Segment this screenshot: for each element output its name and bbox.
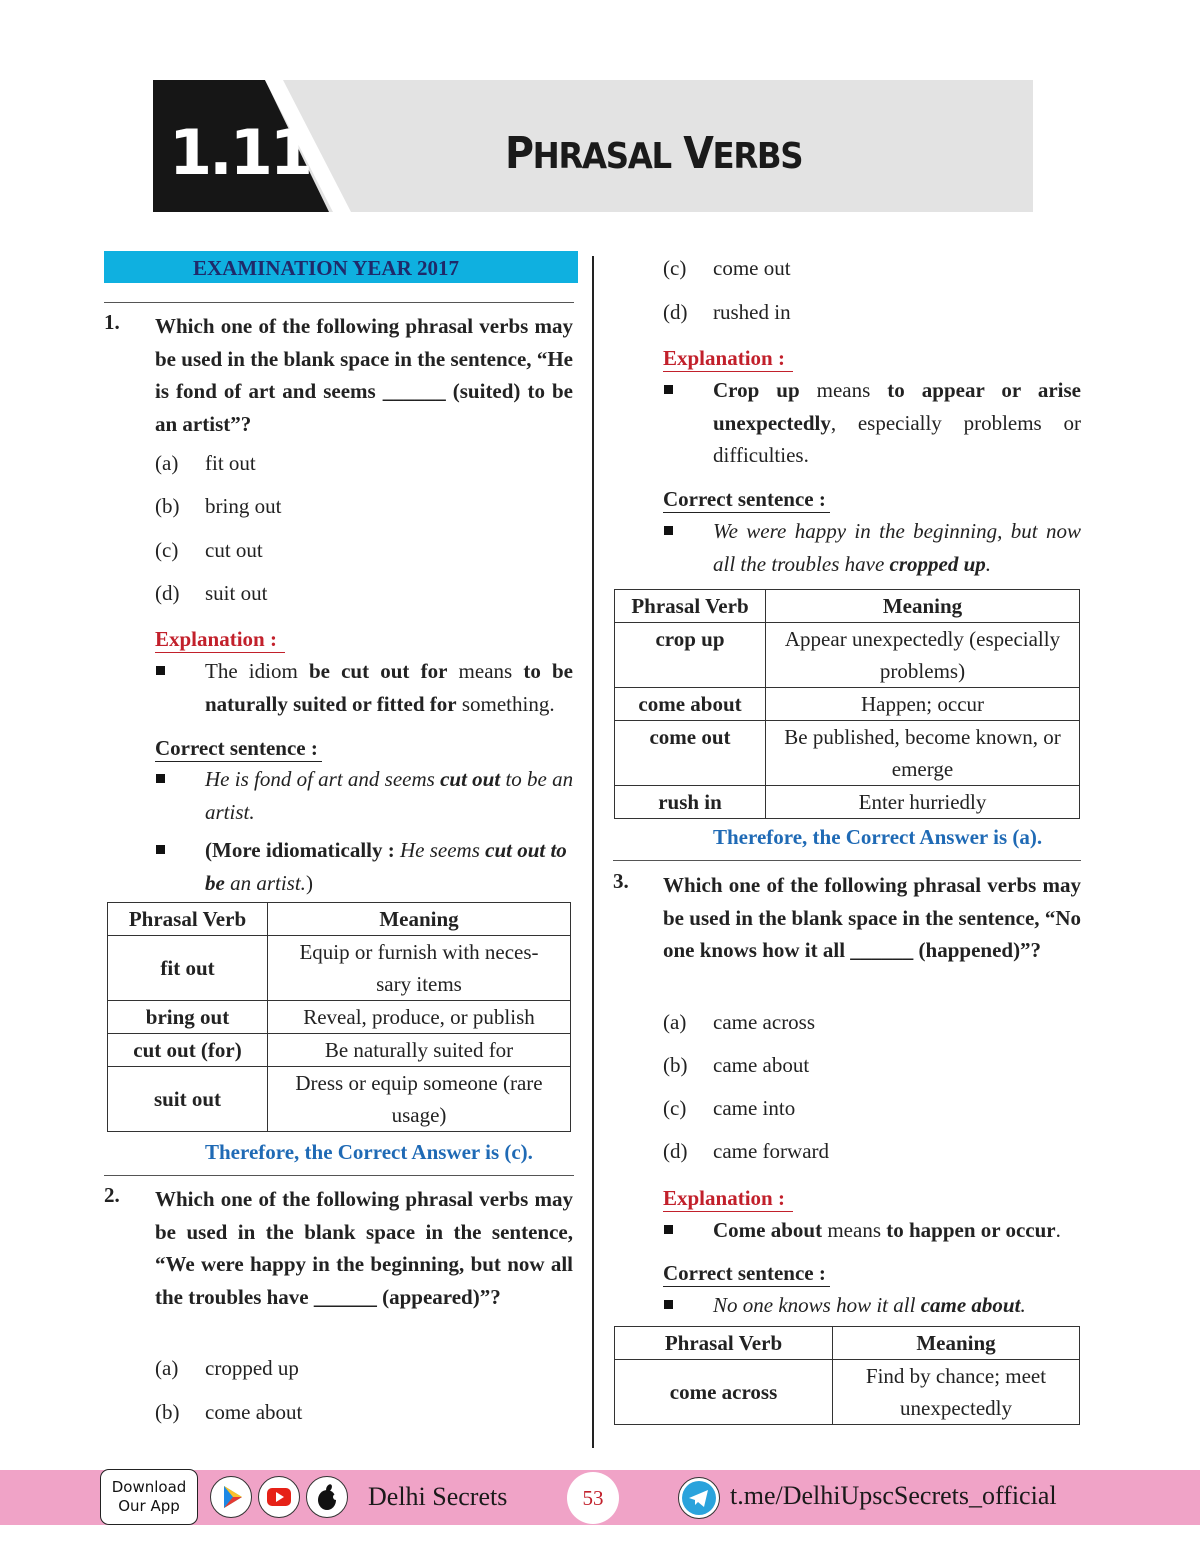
table-cell-meaning: Be naturally suited for [268, 1034, 571, 1067]
bullet-icon [156, 666, 165, 675]
q2-number: 2. [104, 1183, 120, 1207]
option-text: bring out [205, 494, 282, 518]
table-cell-meaning: Appear unexpectedly (especially problems) [766, 623, 1080, 688]
q1-correct-sentence: He is fond of art and seems cut out to be an artist. [205, 767, 574, 824]
download-label-2: Our App [118, 1497, 180, 1515]
table-header-verb: Phrasal Verb [615, 590, 766, 623]
apple-icon[interactable] [306, 1476, 348, 1518]
play-store-icon[interactable] [210, 1476, 252, 1518]
q1-idiomatic-note: (More idiomatically : He seems cut out to be an artist.) [205, 838, 567, 895]
q2-explanation-text: Crop up means to appear or arise unexpectedly, especially problems or difficulties. [713, 378, 1081, 467]
bullet-icon [664, 1225, 673, 1234]
q3-number: 3. [613, 869, 629, 893]
bullet-icon [664, 526, 673, 535]
option-text: come out [713, 256, 791, 280]
option-letter: (b) [155, 1400, 180, 1424]
chapter-title [505, 128, 803, 179]
table-cell-meaning: Enter hurriedly [766, 786, 1080, 819]
table-row [108, 1067, 571, 1132]
q2-correct-sentence: We were happy in the beginning, but now all the troubles have cropped up. [713, 519, 1081, 576]
q3-explanation-label: Explanation : [663, 1185, 793, 1212]
q3-option-b [663, 1053, 809, 1078]
option-text: rushed in [713, 300, 791, 324]
bullet-icon [156, 774, 165, 783]
option-letter: (d) [663, 1139, 688, 1163]
option-letter: (d) [663, 300, 688, 324]
q2-explanation-label: Explanation : [663, 345, 793, 372]
option-letter: (b) [155, 494, 180, 518]
q3-correct-sentence: No one knows how it all came about. [713, 1293, 1026, 1317]
title-cap-p: P [505, 128, 533, 179]
table-cell-meaning: Be published, become known, or emerge [766, 721, 1080, 786]
option-text: come about [205, 1400, 303, 1424]
q2-option-c [663, 256, 791, 281]
telegram-icon[interactable] [678, 1477, 720, 1519]
download-app-button[interactable] [100, 1469, 198, 1525]
option-letter: (a) [155, 1356, 179, 1380]
table-cell-meaning: Reveal, produce, or publish [268, 1001, 571, 1034]
option-text: cropped up [205, 1356, 299, 1380]
question-separator [104, 1175, 574, 1176]
option-text: came about [713, 1053, 810, 1077]
option-text: came forward [713, 1139, 830, 1163]
q2-option-d [663, 300, 791, 325]
exam-year-bar: EXAMINATION YEAR 2017 [104, 251, 578, 283]
q2-option-b [155, 1400, 302, 1425]
table-row [615, 688, 1080, 721]
question-separator [613, 860, 1081, 861]
table-cell-meaning: Find by chance; meet unexpectedly [833, 1360, 1080, 1425]
bullet-icon [664, 385, 673, 394]
q3-explanation-text: Come about means to happen or occur. [713, 1218, 1061, 1242]
q3-option-d [663, 1139, 829, 1164]
bullet-icon [664, 1300, 673, 1309]
option-letter: (b) [663, 1053, 688, 1077]
q1-answer: Therefore, the Correct Answer is (c). [205, 1140, 533, 1164]
table-header-row [615, 590, 1080, 623]
table-cell-verb: come out [615, 721, 766, 786]
option-letter: (c) [663, 1096, 687, 1120]
table-row [615, 623, 1080, 688]
table-cell-verb: cut out (for) [108, 1034, 268, 1067]
youtube-icon[interactable] [258, 1476, 300, 1518]
q2-correct-label: Correct sentence : [663, 486, 830, 513]
table-cell-verb: suit out [108, 1067, 268, 1132]
chapter-header [153, 80, 1033, 212]
q3-correct-label: Correct sentence : [663, 1260, 830, 1287]
table-header-meaning: Meaning [766, 590, 1080, 623]
q1-phrasal-table [107, 902, 571, 1132]
table-cell-verb: come about [615, 688, 766, 721]
table-cell-verb: rush in [615, 786, 766, 819]
bullet-icon [156, 845, 165, 854]
q1-number: 1. [104, 310, 120, 334]
q3-option-c [663, 1096, 795, 1121]
table-row [108, 1034, 571, 1067]
option-letter: (a) [155, 451, 179, 475]
option-letter: (d) [155, 581, 180, 605]
q1-text: Which one of the following phrasal verbs may be used in the blank space in the sentence, “He is fond of art and seems ______ (suited) to be an artist”? [155, 314, 573, 436]
table-cell-verb: come across [615, 1360, 833, 1425]
q3-text: Which one of the following phrasal verbs may be used in the blank space in the sentence, “No one knows how it all ______ (happened)”? [663, 873, 1081, 962]
table-cell-verb: bring out [108, 1001, 268, 1034]
table-header-verb: Phrasal Verb [108, 903, 268, 936]
q1-correct-label: Correct sentence : [155, 735, 322, 762]
option-letter: (c) [663, 256, 687, 280]
q2-phrasal-table [614, 589, 1080, 819]
table-row [108, 936, 571, 1001]
table-cell-meaning: Equip or furnish with neces-sary items [268, 936, 571, 1001]
page-number: 53 [567, 1472, 619, 1524]
table-cell-verb: crop up [615, 623, 766, 688]
table-header-row [615, 1327, 1080, 1360]
option-letter: (a) [663, 1010, 687, 1034]
q3-phrasal-table [614, 1326, 1080, 1425]
option-text: came into [713, 1096, 796, 1120]
q2-text: Which one of the following phrasal verbs may be used in the blank space in the sentence, “We were happy in the beginning, but now all the troubles have ______ (appeared)”? [155, 1187, 573, 1309]
table-header-meaning: Meaning [268, 903, 571, 936]
q1-option-b [155, 494, 281, 519]
title-cap-v: V [683, 128, 713, 179]
option-text: came across [713, 1010, 816, 1034]
table-row [108, 1001, 571, 1034]
q2-answer: Therefore, the Correct Answer is (a). [713, 825, 1043, 849]
option-text: fit out [205, 451, 256, 475]
option-letter: (c) [155, 538, 179, 562]
q1-explanation-label: Explanation : [155, 626, 285, 653]
q3-option-a [663, 1010, 815, 1035]
title-small-erbs: ERBS [712, 136, 803, 177]
table-row [615, 1360, 1080, 1425]
q1-option-c [155, 538, 263, 563]
chapter-number: 1.11 [169, 116, 310, 189]
q2-option-a [155, 1356, 299, 1381]
download-label: Download [111, 1478, 187, 1496]
table-header-row [108, 903, 571, 936]
q1-explanation-text: The idiom be cut out for means to be naturally suited or fitted for something. [205, 659, 573, 716]
table-row [615, 786, 1080, 819]
table-cell-meaning: Happen; occur [766, 688, 1080, 721]
telegram-link[interactable]: t.me/DelhiUpscSecrets_official [730, 1481, 1057, 1510]
q1-option-d [155, 581, 267, 606]
title-small-hrasal: HRASAL [532, 136, 671, 177]
option-text: suit out [205, 581, 268, 605]
column-divider [592, 256, 594, 1448]
option-text: cut out [205, 538, 263, 562]
table-header-meaning: Meaning [833, 1327, 1080, 1360]
question-separator [104, 302, 574, 303]
table-row [615, 721, 1080, 786]
brand-name: Delhi Secrets [368, 1482, 508, 1511]
table-cell-meaning: Dress or equip someone (rare usage) [268, 1067, 571, 1132]
table-header-verb: Phrasal Verb [615, 1327, 833, 1360]
q1-option-a [155, 451, 256, 476]
table-cell-verb: fit out [108, 936, 268, 1001]
